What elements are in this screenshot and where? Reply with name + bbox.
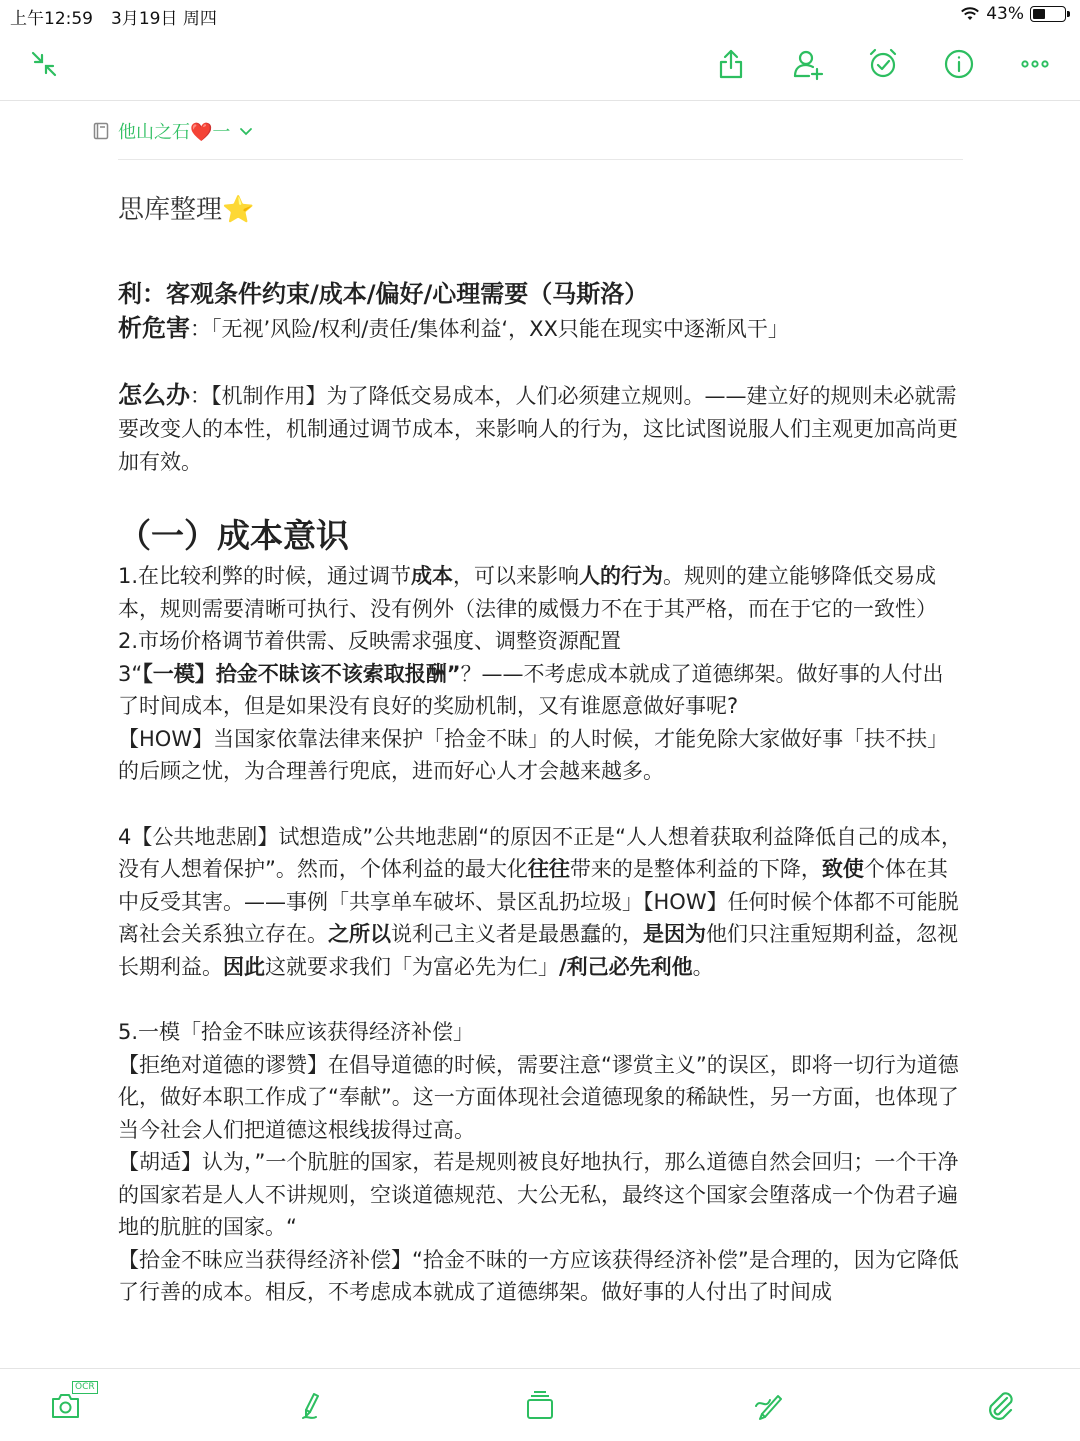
share-icon[interactable]: [709, 42, 753, 86]
battery-percent: 43%: [986, 4, 1024, 24]
note-body[interactable]: [118, 190, 963, 1309]
text-run: 4【公共地悲剧】试想造成”公共地悲剧“的原因不正是“人人想着获取利益降低自己的成本，没有人想着保护”。然而，个体利益的最大化: [118, 824, 962, 881]
paragraph-5a: 【拒绝对道德的谬赞】在倡导道德的时候，需要注意“谬赏主义”的误区，即将一切行为道德化，做好本职工作成了“奉献”。这一方面体现社会道德现象的稀缺性，另一方面，也体现了当今社会人们把道德这根线拔得过高。: [118, 1052, 959, 1142]
xi-label: 析危害: [118, 314, 190, 342]
bold-run: 因此: [223, 954, 265, 979]
wifi-icon: [960, 6, 980, 22]
bold-run: 是因为: [643, 922, 706, 946]
zen-paragraph: [118, 379, 963, 479]
text-run: 说利己主义者是最愚蠢的，: [391, 922, 643, 946]
xi-paragraph: [118, 312, 963, 346]
text-run: 他们只注重短期利益，忽视长期利益。: [118, 922, 958, 979]
text-run: ，可以来影响: [453, 564, 580, 588]
paragraph-2: 2.市场价格调节着供需、反映需求强度、调整资源配置: [118, 629, 622, 653]
text-run: ？——不考虑成本就成了道德绑架。做好事的人付出了时间成本，但是如果没有良好的奖励机制，又有谁愿意做好事呢?: [118, 661, 944, 718]
note-title[interactable]: 思库整理⭐️: [118, 195, 255, 225]
status-bar: [0, 0, 1080, 30]
text-run: 。规则的建立能够降低交易成本，规则需要清晰可执行、没有例外（法律的威慑力不在于其严格，而在于它的一致性）: [118, 564, 937, 621]
notebook-selector[interactable]: [92, 118, 254, 144]
text-run: 3“: [118, 661, 143, 686]
text-run: 个体在其中反受其害。——事例「共享单车破坏、景区乱扔垃圾」【HOW】任何时候个体都不可能脱离社会关系独立存在。: [118, 857, 959, 946]
text-run: 1.在比较利弊的时候，通过调节: [118, 564, 412, 588]
chevron-down-icon: [238, 123, 254, 139]
paragraph-5c: 【拾金不昧应当获得经济补偿】“拾金不昧的一方应该获得经济补偿”是合理的，因为它降低了行善的成本。相反，不考虑成本就成了道德绑架。做好事的人付出了时间成: [118, 1247, 959, 1304]
bottom-toolbar: [0, 1368, 1080, 1441]
paragraph-3: [118, 658, 963, 723]
bold-run: 之所以: [328, 922, 391, 946]
paragraph-4: [118, 821, 963, 984]
status-time: 上午12:59: [10, 9, 93, 29]
sketch-icon[interactable]: [745, 1383, 793, 1427]
ocr-badge: OCR: [72, 1381, 98, 1394]
bold-run: 致使: [821, 857, 864, 881]
attachment-icon[interactable]: [976, 1383, 1024, 1427]
paragraph-5-title: 5.一模「拾金不昧应该获得经济补偿」: [118, 1020, 475, 1044]
bold-run: 【一模】拾金不昧该不该索取报酬”: [142, 661, 461, 686]
handwriting-icon[interactable]: [287, 1383, 335, 1427]
li-heading: 利：客观条件约束/成本/偏好/心理需要（马斯洛）: [118, 280, 649, 308]
text-run: 这就要求我们「为富必先为仁」: [265, 954, 559, 979]
zen-label: 怎么办: [118, 381, 190, 409]
text-run: 带来的是整体利益的下降，: [569, 857, 822, 881]
battery-icon: [1030, 6, 1066, 22]
paragraph-5b: 【胡适】认为，”一个肮脏的国家，若是规则被良好地执行，那么道德自然会回归；一个干净的国家若是人人不讲规则，空谈道德规范、大公无私，最终这个国家会堕落成一个伪君子遍地的肮脏的国家。“: [118, 1150, 959, 1239]
status-date: 3月19日 周四: [111, 9, 217, 29]
bold-run: 人的行为: [579, 564, 664, 588]
section-heading: （一）成本意识: [118, 516, 349, 555]
notebook-name: 他山之石❤️一: [118, 122, 231, 143]
zen-text: ：【机制作用】为了降低交易成本，人们必须建立规则。——建立好的规则未必就需要改变人的本性，机制通过调节成本，来影响人的行为，这比试图说服人们主观更加高尚更加有效。: [118, 384, 958, 474]
camera-icon[interactable]: [42, 1382, 95, 1427]
bold-run: /利己必先利他: [559, 954, 693, 979]
reminder-icon[interactable]: [861, 42, 905, 86]
paragraph-1: [118, 560, 963, 625]
xi-text: ：「无视’风险/权利/责任/集体利益‘，XX只能在现实中逐渐风干」: [190, 317, 789, 341]
paragraph-3-how: 【HOW】当国家依靠法律来保护「拾金不昧」的人时候，才能免除大家做好事「扶不扶」的后顾之忧，为合理善行兜底，进而好心人才会越来越多。: [118, 726, 949, 783]
more-icon[interactable]: [1013, 42, 1057, 86]
note-toolbar: [0, 30, 1080, 101]
text-run: 。: [692, 954, 714, 979]
add-user-icon[interactable]: [786, 42, 830, 86]
collapse-icon[interactable]: [22, 42, 66, 86]
template-icon[interactable]: [516, 1383, 564, 1427]
bold-run: 往往: [527, 857, 570, 881]
divider: [118, 159, 963, 160]
bold-run: 成本: [411, 564, 454, 588]
notebook-icon: [92, 122, 110, 140]
info-icon[interactable]: [937, 42, 981, 86]
